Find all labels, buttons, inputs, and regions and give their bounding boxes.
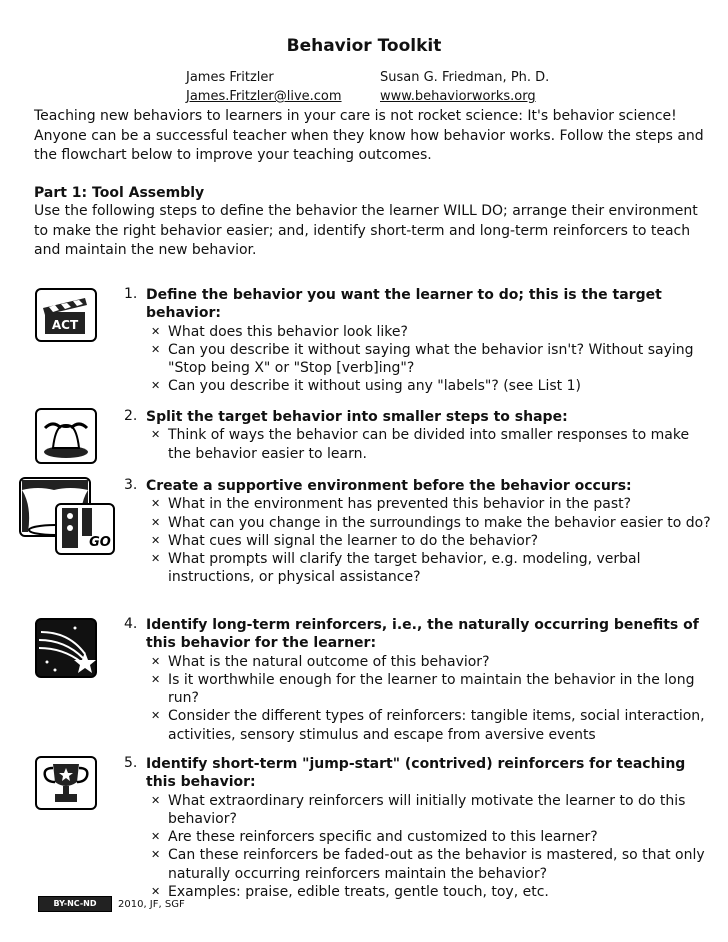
step-bullet: ✕ What extraordinary reinforcers will initially motivate the learner to do this behavior? bbox=[151, 792, 686, 827]
step-number: 2. bbox=[124, 408, 138, 424]
cross-bullet-icon: ✕ bbox=[151, 515, 161, 529]
step-bullet: ✕ What can you change in the surroundings to make the behavior easier to do? bbox=[151, 514, 711, 531]
cross-bullet-icon: ✕ bbox=[151, 654, 161, 668]
author-1-name: James Fritzler bbox=[186, 70, 274, 85]
cc-license-badge[interactable]: BY-NC-ND bbox=[38, 896, 112, 912]
step-number: 3. bbox=[124, 477, 138, 493]
page-title: Behavior Toolkit bbox=[286, 36, 442, 56]
step-5 bbox=[124, 755, 714, 901]
step-heading: Identify long-term reinforcers, i.e., the naturally occurring benefits of this behavior for the learner: bbox=[146, 617, 699, 652]
footer bbox=[38, 896, 185, 912]
step-bullet: ✕ Think of ways the behavior can be divided into smaller responses to make the behavior easier to learn. bbox=[151, 427, 690, 462]
cross-bullet-icon: ✕ bbox=[151, 497, 161, 511]
cross-bullet-icon: ✕ bbox=[151, 848, 161, 862]
step-heading: Define the behavior you want the learner to do; this is the target behavior: bbox=[146, 287, 662, 322]
step-bullet: ✕ Can you describe it without saying what the behavior isn't? Without saying "Stop being X" or "Stop [verb]ing"? bbox=[151, 341, 694, 377]
step-bullet: ✕ Is it worthwhile enough for the learner to maintain the behavior in the long run? bbox=[151, 671, 695, 707]
step-heading: Identify short-term "jump-start" (contrived) reinforcers for teaching this behavior: bbox=[146, 756, 686, 791]
step-heading: Split the target behavior into smaller steps to shape: bbox=[146, 409, 568, 425]
step-bullet: ✕ What prompts will clarify the target behavior, e.g. modeling, verbal instructions, or physical assistance? bbox=[151, 551, 641, 586]
shooting-star-icon bbox=[35, 618, 97, 678]
step-number: 4. bbox=[124, 616, 138, 632]
step-3 bbox=[124, 477, 714, 587]
step-number: 1. bbox=[124, 286, 138, 302]
author-1 bbox=[186, 68, 342, 106]
author-2-website-link[interactable]: www.behaviorworks.org bbox=[380, 89, 536, 104]
theater-stage-icon bbox=[18, 476, 116, 556]
cross-bullet-icon: ✕ bbox=[151, 793, 161, 807]
step-bullet: ✕ Can you describe it without using any "labels"? (see List 1) bbox=[151, 378, 581, 395]
cross-bullet-icon: ✕ bbox=[151, 428, 161, 442]
step-bullet: ✕ Examples: praise, edible treats, gentle touch, toy, etc. bbox=[151, 884, 549, 901]
cross-bullet-icon: ✕ bbox=[151, 709, 161, 723]
cross-bullet-icon: ✕ bbox=[151, 324, 161, 338]
step-2 bbox=[124, 408, 714, 463]
step-heading: Create a supportive environment before the behavior occurs: bbox=[146, 478, 632, 494]
intro-paragraph: Teaching new behaviors to learners in your care is not rocket science: It's behavior science! Anyone can be a successful teacher when they know how behavior works. Follow the steps and the flowchart below to improve your teaching outcomes. bbox=[34, 108, 704, 164]
cross-bullet-icon: ✕ bbox=[151, 885, 161, 899]
cross-bullet-icon: ✕ bbox=[151, 830, 161, 844]
step-bullet: ✕ Consider the different types of reinforcers: tangible items, social interaction, activities, sensory stimulus and escape from aversive events bbox=[151, 708, 705, 743]
act-label: ACT bbox=[51, 318, 79, 332]
pottery-wheel-icon bbox=[35, 408, 97, 464]
cross-bullet-icon: ✕ bbox=[151, 672, 161, 686]
step-number: 5. bbox=[124, 755, 138, 771]
cross-bullet-icon: ✕ bbox=[151, 342, 161, 356]
author-1-email-link[interactable]: James.Fritzler@live.com bbox=[186, 89, 342, 104]
part1-text: Use the following steps to define the behavior the learner WILL DO; arrange their environment to make the right behavior easier; and, identify short-term and long-term reinforcers to teach and maintain the new behavior. bbox=[34, 203, 698, 259]
cross-bullet-icon: ✕ bbox=[151, 552, 161, 566]
author-2-name: Susan G. Friedman, Ph. D. bbox=[380, 70, 550, 85]
step-1 bbox=[124, 286, 714, 396]
step-bullet: ✕ Are these reinforcers specific and customized to this learner? bbox=[151, 829, 598, 846]
footer-text: 2010, JF, SGF bbox=[118, 899, 185, 910]
trophy-icon bbox=[35, 756, 97, 810]
cross-bullet-icon: ✕ bbox=[151, 533, 161, 547]
step-bullet: ✕ What is the natural outcome of this behavior? bbox=[151, 653, 490, 670]
step-bullet: ✕ What cues will signal the learner to do the behavior? bbox=[151, 532, 539, 549]
part1-heading: Part 1: Tool Assembly bbox=[34, 185, 205, 201]
step-bullet: ✕ What in the environment has prevented this behavior in the past? bbox=[151, 496, 632, 513]
clapperboard-icon bbox=[35, 288, 97, 342]
step-bullet: ✕ What does this behavior look like? bbox=[151, 323, 408, 340]
cross-bullet-icon: ✕ bbox=[151, 379, 161, 393]
step-bullet: ✕ Can these reinforcers be faded-out as the behavior is mastered, so that only naturally occurring reinforcers maintain the behavior? bbox=[151, 847, 705, 882]
step-4 bbox=[124, 616, 714, 744]
go-label: GO bbox=[89, 535, 111, 550]
author-2 bbox=[380, 68, 549, 106]
